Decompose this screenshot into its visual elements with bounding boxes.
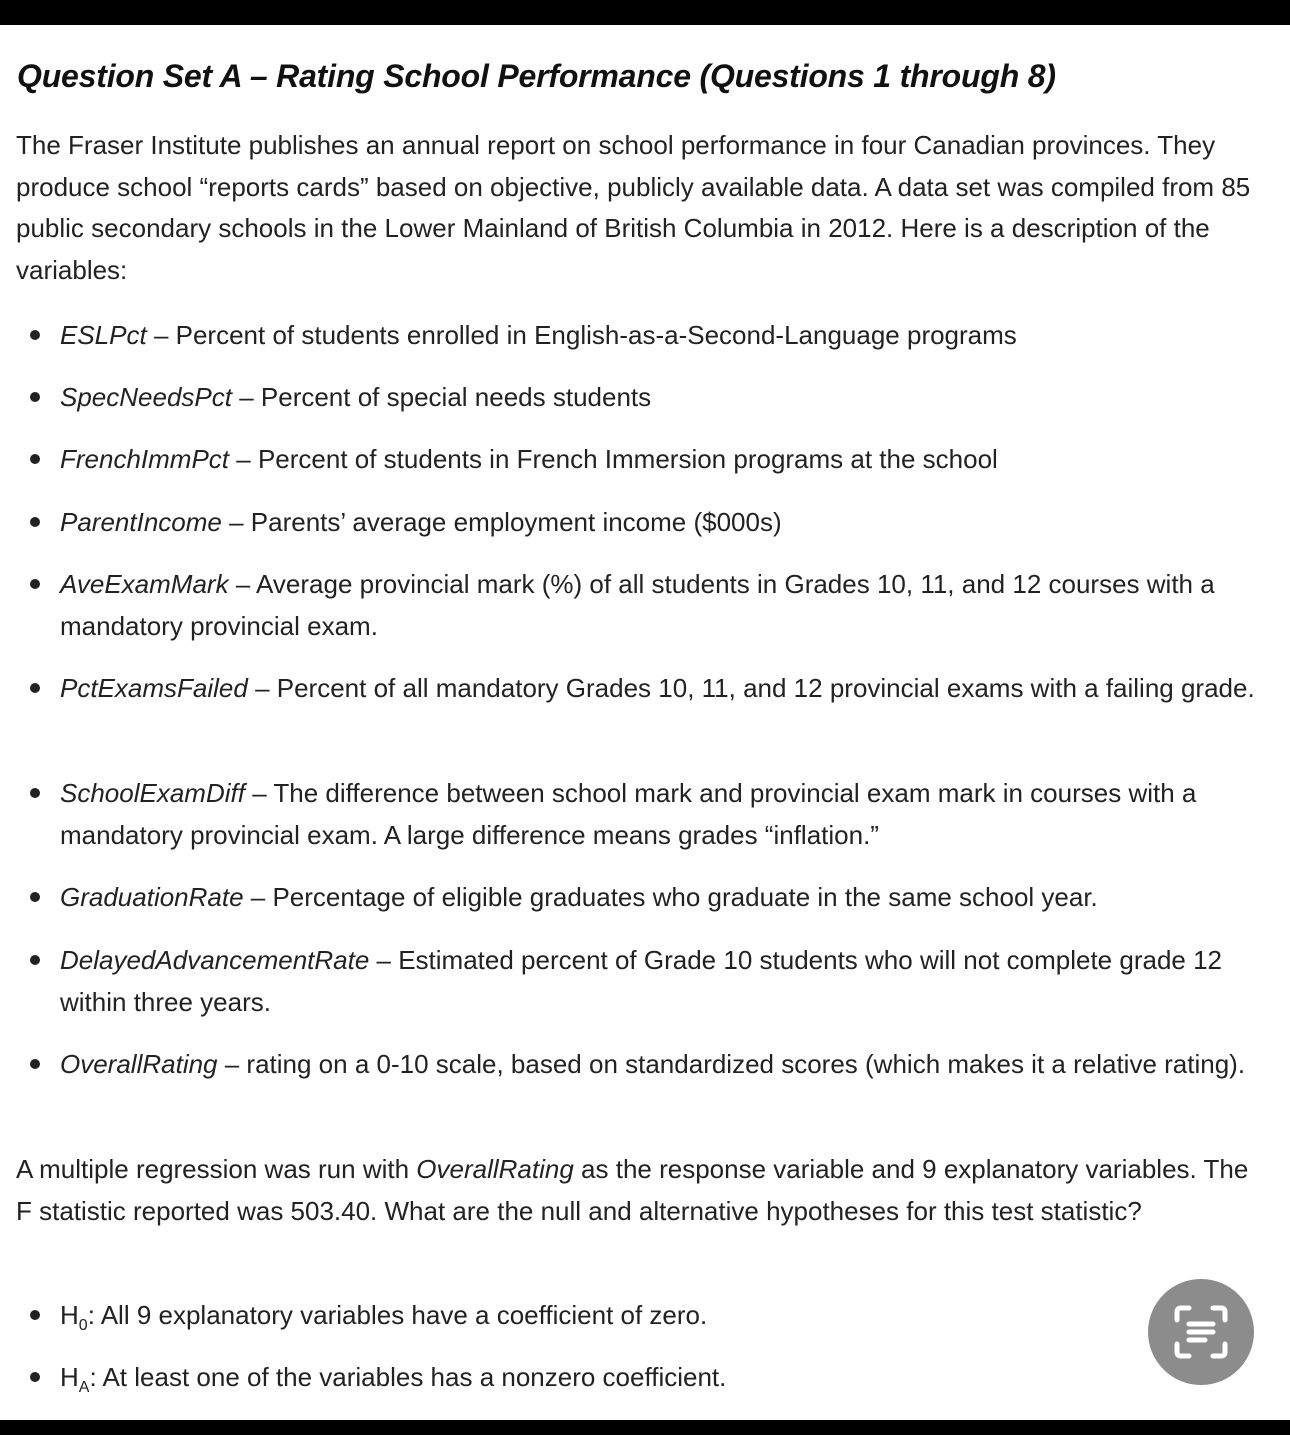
variable-description: – Percentage of eligible graduates who graduate in the same school year. (243, 882, 1098, 912)
hypothesis-alternative (60, 1357, 1275, 1399)
variable-description: – Percent of special needs students (231, 382, 652, 412)
hypothesis-subscript: 0 (78, 1317, 88, 1334)
response-variable-name: OverallRating (416, 1154, 574, 1184)
document-page (0, 25, 1290, 1420)
question-paragraph (16, 1149, 1271, 1232)
hypothesis-text: : At least one of the variables has a nonzero coefficient. (89, 1362, 727, 1392)
variable-description: – Average provincial mark (%) of all students in Grades 10, 11, and 12 courses with a mandatory provincial exam. (60, 569, 1215, 641)
variable-name: FrenchImmPct (60, 444, 230, 474)
hypothesis-symbol: H (60, 1300, 79, 1330)
variable-name: PctExamsFailed (60, 673, 248, 703)
variable-description: – Percent of students in French Immersion programs at the school (229, 444, 998, 474)
list-item (60, 439, 1275, 481)
list-item (60, 315, 1275, 357)
hypothesis-text: : All 9 explanatory variables have a coefficient of zero. (87, 1300, 708, 1330)
hypothesis-null (60, 1295, 1275, 1337)
question-text-after: as the response variable and 9 explanatory variables. The F statistic reported was 503.40. What are the null and alternative hypotheses for this test statistic? (16, 1154, 1249, 1226)
list-item (60, 564, 1275, 647)
hypothesis-subscript: A (78, 1379, 90, 1396)
question-text-before: A multiple regression was run with (16, 1154, 417, 1184)
list-item (60, 877, 1275, 919)
variable-description: – The difference between school mark and provincial exam mark in courses with a mandatory provincial exam. A large difference means grades “inflation.” (60, 778, 1197, 850)
variable-name: AveExamMark (60, 569, 229, 599)
list-item (60, 1044, 1275, 1086)
variable-name: OverallRating (60, 1049, 218, 1079)
variable-description: – Percent of students enrolled in English-as-a-Second-Language programs (146, 320, 1017, 350)
hypothesis-symbol: H (60, 1362, 79, 1392)
list-item (60, 502, 1275, 544)
variable-description: – rating on a 0-10 scale, based on standardized scores (which makes it a relative rating). (217, 1049, 1246, 1079)
list-item (60, 668, 1275, 710)
variable-name: DelayedAdvancementRate (60, 945, 370, 975)
variable-description: – Percent of all mandatory Grades 10, 11, and 12 provincial exams with a failing grade. (247, 673, 1255, 703)
text-scan-icon (1171, 1302, 1231, 1362)
variable-name: SchoolExamDiff (60, 778, 245, 808)
variable-name: SpecNeedsPct (60, 382, 232, 412)
variable-name: GraduationRate (60, 882, 244, 912)
variable-description: – Estimated percent of Grade 10 students who will not complete grade 12 within three years. (60, 945, 1223, 1017)
page-title: Question Set A – Rating School Performance (Questions 1 through 8) (17, 58, 1056, 94)
list-item (60, 377, 1275, 419)
list-item (60, 940, 1275, 1023)
text-scan-button[interactable] (1148, 1279, 1254, 1385)
list-item (60, 773, 1275, 856)
variable-description: – Parents’ average employment income ($000s) (221, 507, 782, 537)
variable-name: ParentIncome (60, 507, 222, 537)
variable-name: ESLPct (60, 320, 147, 350)
intro-paragraph: The Fraser Institute publishes an annual report on school performance in four Canadian provinces. They produce school “reports cards” based on objective, publicly available data. A data set was compiled from 85 public secondary schools in the Lower Mainland of British Columbia in 2012. Here is a description of the variables: (16, 130, 1251, 286)
